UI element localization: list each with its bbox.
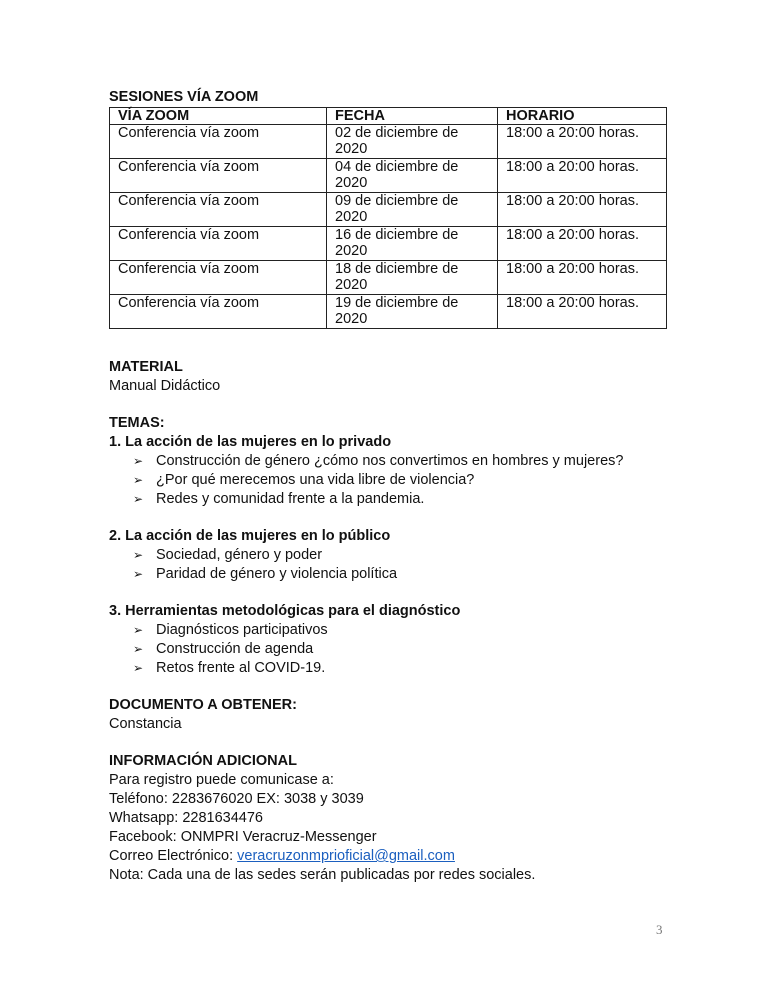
documento-section [109,696,709,734]
correo-label: Correo Electrónico: [109,848,238,864]
arrow-bullet-icon: ➢ [133,548,144,562]
topic-list [109,452,709,509]
table-row [110,261,667,295]
arrow-bullet-icon: ➢ [133,492,144,506]
info-registro: Para registro puede comunicase a: [109,772,334,788]
cell-date: 18 de diciembre de 2020 [327,261,498,295]
material-title: MATERIAL [109,359,183,375]
cell-date: 19 de diciembre de 2020 [327,295,498,329]
header-horario: HORARIO [498,108,667,125]
documento-title: DOCUMENTO A OBTENER: [109,697,297,713]
topic-list [109,546,709,584]
topic-title: 3. Herramientas metodológicas para el diagnóstico [109,603,461,619]
info-title: INFORMACIÓN ADICIONAL [109,753,297,769]
list-item: ➢ Redes y comunidad frente a la pandemia. [133,491,425,507]
info-whatsapp: Whatsapp: 2281634476 [109,810,263,826]
table-row [110,295,667,329]
info-nota: Nota: Cada una de las sedes serán publicadas por redes sociales. [109,867,536,883]
table-row [110,125,667,159]
material-value: Manual Didáctico [109,378,221,394]
info-facebook: Facebook: ONMPRI Veracruz-Messenger [109,829,377,845]
topic-title: 1. La acción de las mujeres en lo privado [109,434,392,450]
list-item: ➢ Diagnósticos participativos [133,622,328,638]
cell-session: Conferencia vía zoom [110,227,327,261]
cell-session: Conferencia vía zoom [110,125,327,159]
table-row [110,193,667,227]
topic-list [109,621,709,678]
arrow-bullet-icon: ➢ [133,567,144,581]
temas-title: TEMAS: [109,415,165,431]
email-link[interactable]: veracruzonmprioficial@gmail.com [237,848,455,864]
temas-section [109,414,709,678]
page-number: 3 [656,922,663,937]
list-item: ➢ Sociedad, género y poder [133,547,323,563]
cell-date: 16 de diciembre de 2020 [327,227,498,261]
cell-session: Conferencia vía zoom [110,295,327,329]
cell-session: Conferencia vía zoom [110,193,327,227]
cell-session: Conferencia vía zoom [110,159,327,193]
table-row [110,159,667,193]
header-fecha: FECHA [327,108,498,125]
sessions-title: SESIONES VÍA ZOOM [109,89,259,105]
arrow-bullet-icon: ➢ [133,661,144,675]
documento-value: Constancia [109,716,182,732]
cell-date: 09 de diciembre de 2020 [327,193,498,227]
arrow-bullet-icon: ➢ [133,642,144,656]
list-item: ➢ Retos frente al COVID-19. [133,660,326,676]
cell-session: Conferencia vía zoom [110,261,327,295]
table-row [110,227,667,261]
cell-date: 04 de diciembre de 2020 [327,159,498,193]
list-item: ➢ ¿Por qué merecemos una vida libre de violencia? [133,472,475,488]
topic-title: 2. La acción de las mujeres en lo público [109,528,391,544]
spacer [109,509,709,527]
cell-time: 18:00 a 20:00 horas. [498,125,667,159]
table-header-row [110,108,667,125]
sessions-table [109,107,667,329]
list-item: ➢ Paridad de género y violencia política [133,566,398,582]
cell-time: 18:00 a 20:00 horas. [498,295,667,329]
list-item: ➢ Construcción de género ¿cómo nos convertimos en hombres y mujeres? [133,453,624,469]
cell-time: 18:00 a 20:00 horas. [498,261,667,295]
info-correo [109,847,709,866]
cell-time: 18:00 a 20:00 horas. [498,159,667,193]
arrow-bullet-icon: ➢ [133,454,144,468]
cell-date: 02 de diciembre de 2020 [327,125,498,159]
spacer [109,584,709,602]
info-section [109,752,709,885]
header-via-zoom: VÍA ZOOM [110,108,327,125]
material-section [109,358,709,396]
arrow-bullet-icon: ➢ [133,623,144,637]
cell-time: 18:00 a 20:00 horas. [498,193,667,227]
info-telefono: Teléfono: 2283676020 EX: 3038 y 3039 [109,791,364,807]
arrow-bullet-icon: ➢ [133,473,144,487]
list-item: ➢ Construcción de agenda [133,641,314,657]
cell-time: 18:00 a 20:00 horas. [498,227,667,261]
page-content [109,88,709,885]
